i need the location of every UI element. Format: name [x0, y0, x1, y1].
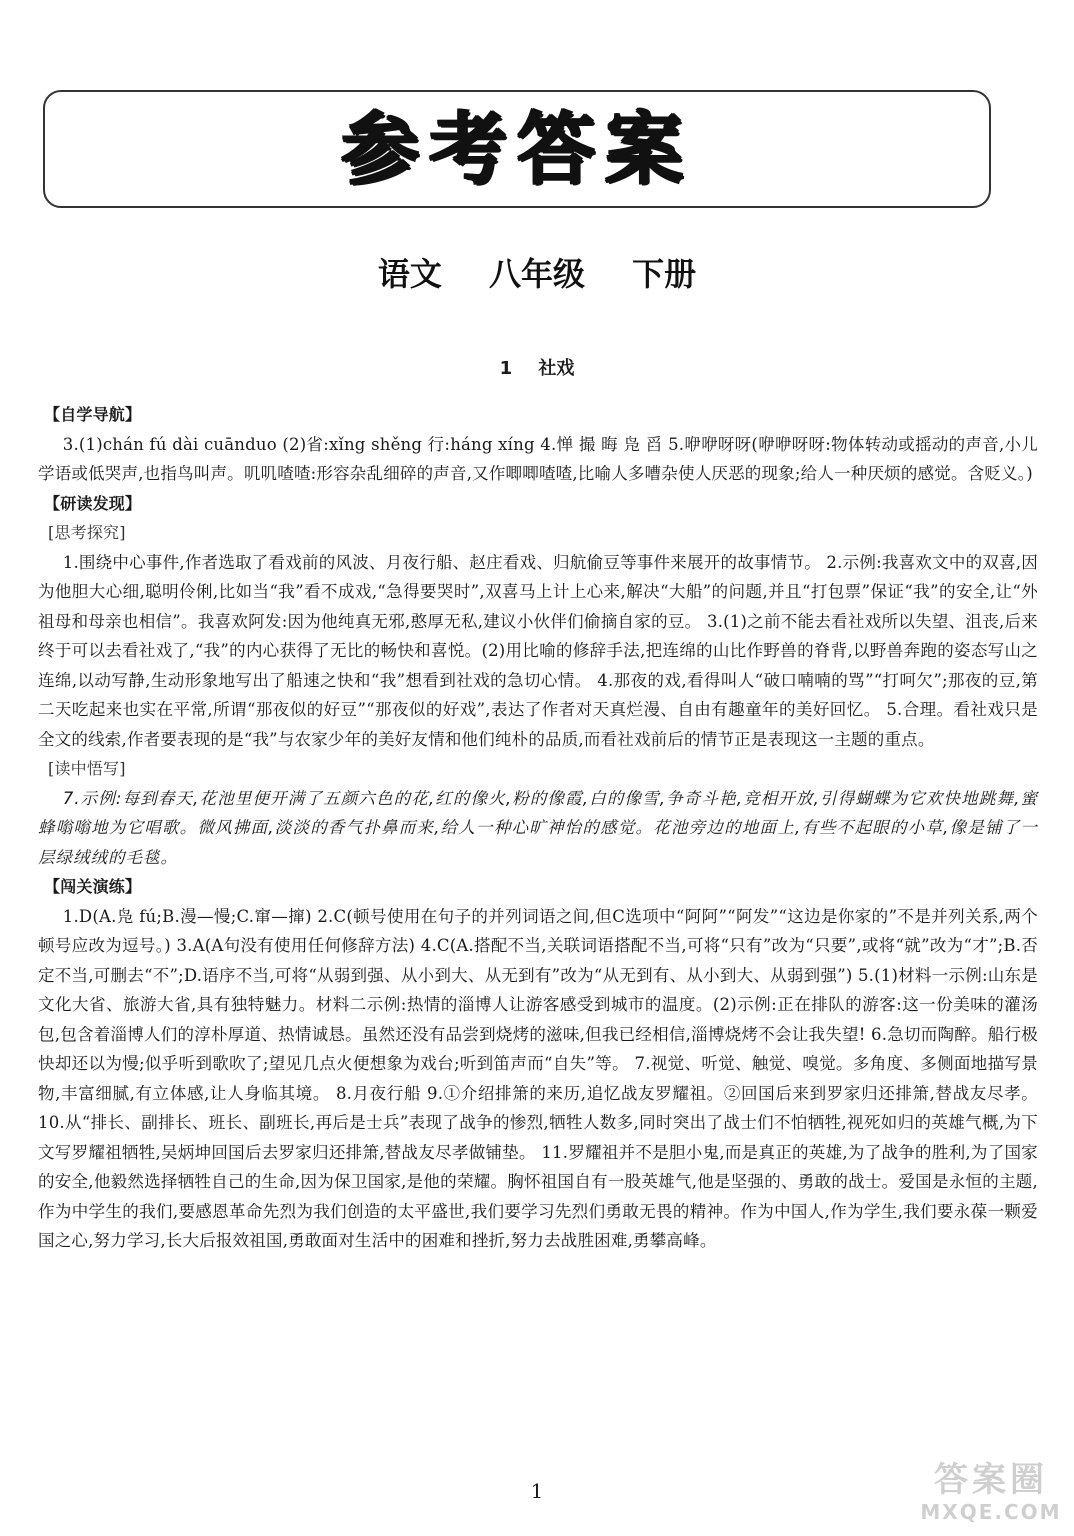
lesson-name: 社戏 — [538, 358, 575, 379]
self-study-text: 3.(1)chán fú dài cuānduo (2)省:xǐng shěng 行:háng xíng 4.惮 撮 晦 凫 舀 5.咿咿呀呀(咿咿呀呀:物体转动或摇动的声音,小儿学语或低哭声,也指鸟叫声。叽叽喳喳:形容杂乱细碎的声音,又作唧唧喳喳,比喻人多嘈杂使人厌恶的现象;给人一种厌烦的感觉。含贬义。) — [38, 434, 1038, 483]
practice-text: 1.D(A.凫 fú;B.漫—慢;C.窜—撺) 2.C(顿号使用在句子的并列词语之间,但C选项中“阿阿”“阿发”“这边是你家的”不是并列关系,两个顿号应改为逗号。) 3.A(A句没有使用任何修辞方法) 4.C(A.搭配不当,关联词语搭配不当,可将“只有”改为“只要”,或将“就”改为“才”;B.否定不当,可删去“不”;D.语序不当,可将“从弱到强、从小到大、从无到有”改为“从无到有、从小到大、从弱到强”) 5.(1)材料一示例:山东是文化大省、旅游大省,具有独特魅力。材料二示例:热情的淄博人让游客感受到城市的温度。(2)示例:正在排队的游客:这一份美味的灌汤包,包含着淄博人们的淳朴厚道、热情诚恳。虽然还没有品尝到烧烤的滋味,但我已经相信,淄博烧烤不会让我失望! 6.急切而陶醉。船行极快却还以为慢;似乎听到歌吹了;望见几点火便想象为戏台;听到笛声而“自失”等。 7.视觉、听觉、触觉、嗅觉。多角度、多侧面地描写景物,丰富细腻,有立体感,让人身临其境。 8.月夜行船 9.①介绍排箫的来历,追忆战友罗耀祖。②回国后来到罗家归还排箫,替战友尽孝。 10.从“排长、副排长、班长、副班长,再后是士兵”表现了战争的惨烈,牺牲人数多,同时突出了战士们不怕牺牲,视死如归的英雄气概,为下文写罗耀祖牺牲,吴炳坤回国后去罗家归还排箫,替战友尽孝做铺垫。 11.罗耀祖并不是胆小鬼,而是真正的英雄,为了战争的胜利,为了国家的安全,他毅然选择牺牲自己的生命,因为保卫国家,是他的荣耀。胸怀祖国自有一股英雄气,他是坚强的、勇敢的战士。爱国是永恒的主题,作为中学生的我们,要感恩革命先烈为我们创造的太平盛世,我们要学习先烈们勇敢无畏的精神。作为中国人,作为学生,我们要永葆一颗爱国之心,努力学习,长大后报效祖国,勇敢面对生活中的困难和挫折,努力去战胜困难,勇攀高峰。 — [38, 906, 1038, 1250]
answer-content — [38, 400, 1038, 1256]
subject-line — [0, 252, 1074, 296]
self-study-heading: 【自学导航】 — [44, 405, 142, 424]
watermark-logo — [916, 1460, 1066, 1530]
title-box — [43, 90, 991, 208]
subject-name: 语文 — [377, 255, 442, 293]
read-write-text: 7.示例:每到春天,花池里便开满了五颜六色的花,红的像火,粉的像霞,白的像雪,争奇斗艳,竞相开放,引得蝴蝶为它欢快地跳舞,蜜蜂嗡嗡地为它唱歌。微风拂面,淡淡的香气扑鼻而来,给人一种心旷神怡的感觉。花池旁边的地面上,有些不起眼的小草,像是铺了一层绿绒绒的毛毯。 — [38, 788, 1038, 867]
lesson-number: 1 — [499, 358, 513, 379]
grade-name: 八年级 — [488, 255, 585, 293]
watermark-line2: MXQE.COM — [920, 1500, 1062, 1524]
read-write-heading: [读中悟写] — [48, 759, 126, 778]
page-number: 1 — [530, 1479, 544, 1503]
volume-name: 下册 — [632, 255, 697, 293]
page-title: 参考答案 — [340, 105, 693, 195]
research-heading: 【研读发现】 — [44, 493, 142, 513]
lesson-title — [0, 356, 1074, 382]
think-heading: [思考探究] — [48, 523, 126, 542]
practice-heading: 【闯关演练】 — [44, 877, 142, 896]
think-text: 1.围绕中心事件,作者选取了看戏前的风波、月夜行船、赵庄看戏、归航偷豆等事件来展开的故事情节。 2.示例:我喜欢文中的双喜,因为他胆大心细,聪明伶俐,比如当“我”看不成戏,“急得要哭时”,双喜马上计上心来,解决“大船”的问题,并且“打包票”保证“我”的安全,让“外祖母和母亲也相信”。我喜欢阿发:因为他纯真无邪,憨厚无私,建议小伙伴们偷摘自家的豆。 3.(1)之前不能去看社戏所以失望、沮丧,后来终于可以去看社戏了,“我”的内心获得了无比的畅快和喜悦。(2)用比喻的修辞手法,把连绵的山比作野兽的脊背,以野兽奔跑的姿态写山之连绵,以动写静,生动形象地写出了船速之快和“我”想看到社戏的急切心情。 4.那夜的戏,看得叫人“破口喃喃的骂”“打呵欠”;那夜的豆,第二天吃起来也实在平常,所谓“那夜似的好豆”“那夜似的好戏”,表达了作者对天真烂漫、自由有趣童年的美好回忆。 5.合理。看社戏只是全文的线索,作者要表现的是“我”与农家少年的美好友情和他们纯朴的品质,而看社戏前后的情节正是表现这一主题的重点。 — [38, 552, 1038, 749]
watermark-line1: 答案圈 — [934, 1460, 1048, 1500]
